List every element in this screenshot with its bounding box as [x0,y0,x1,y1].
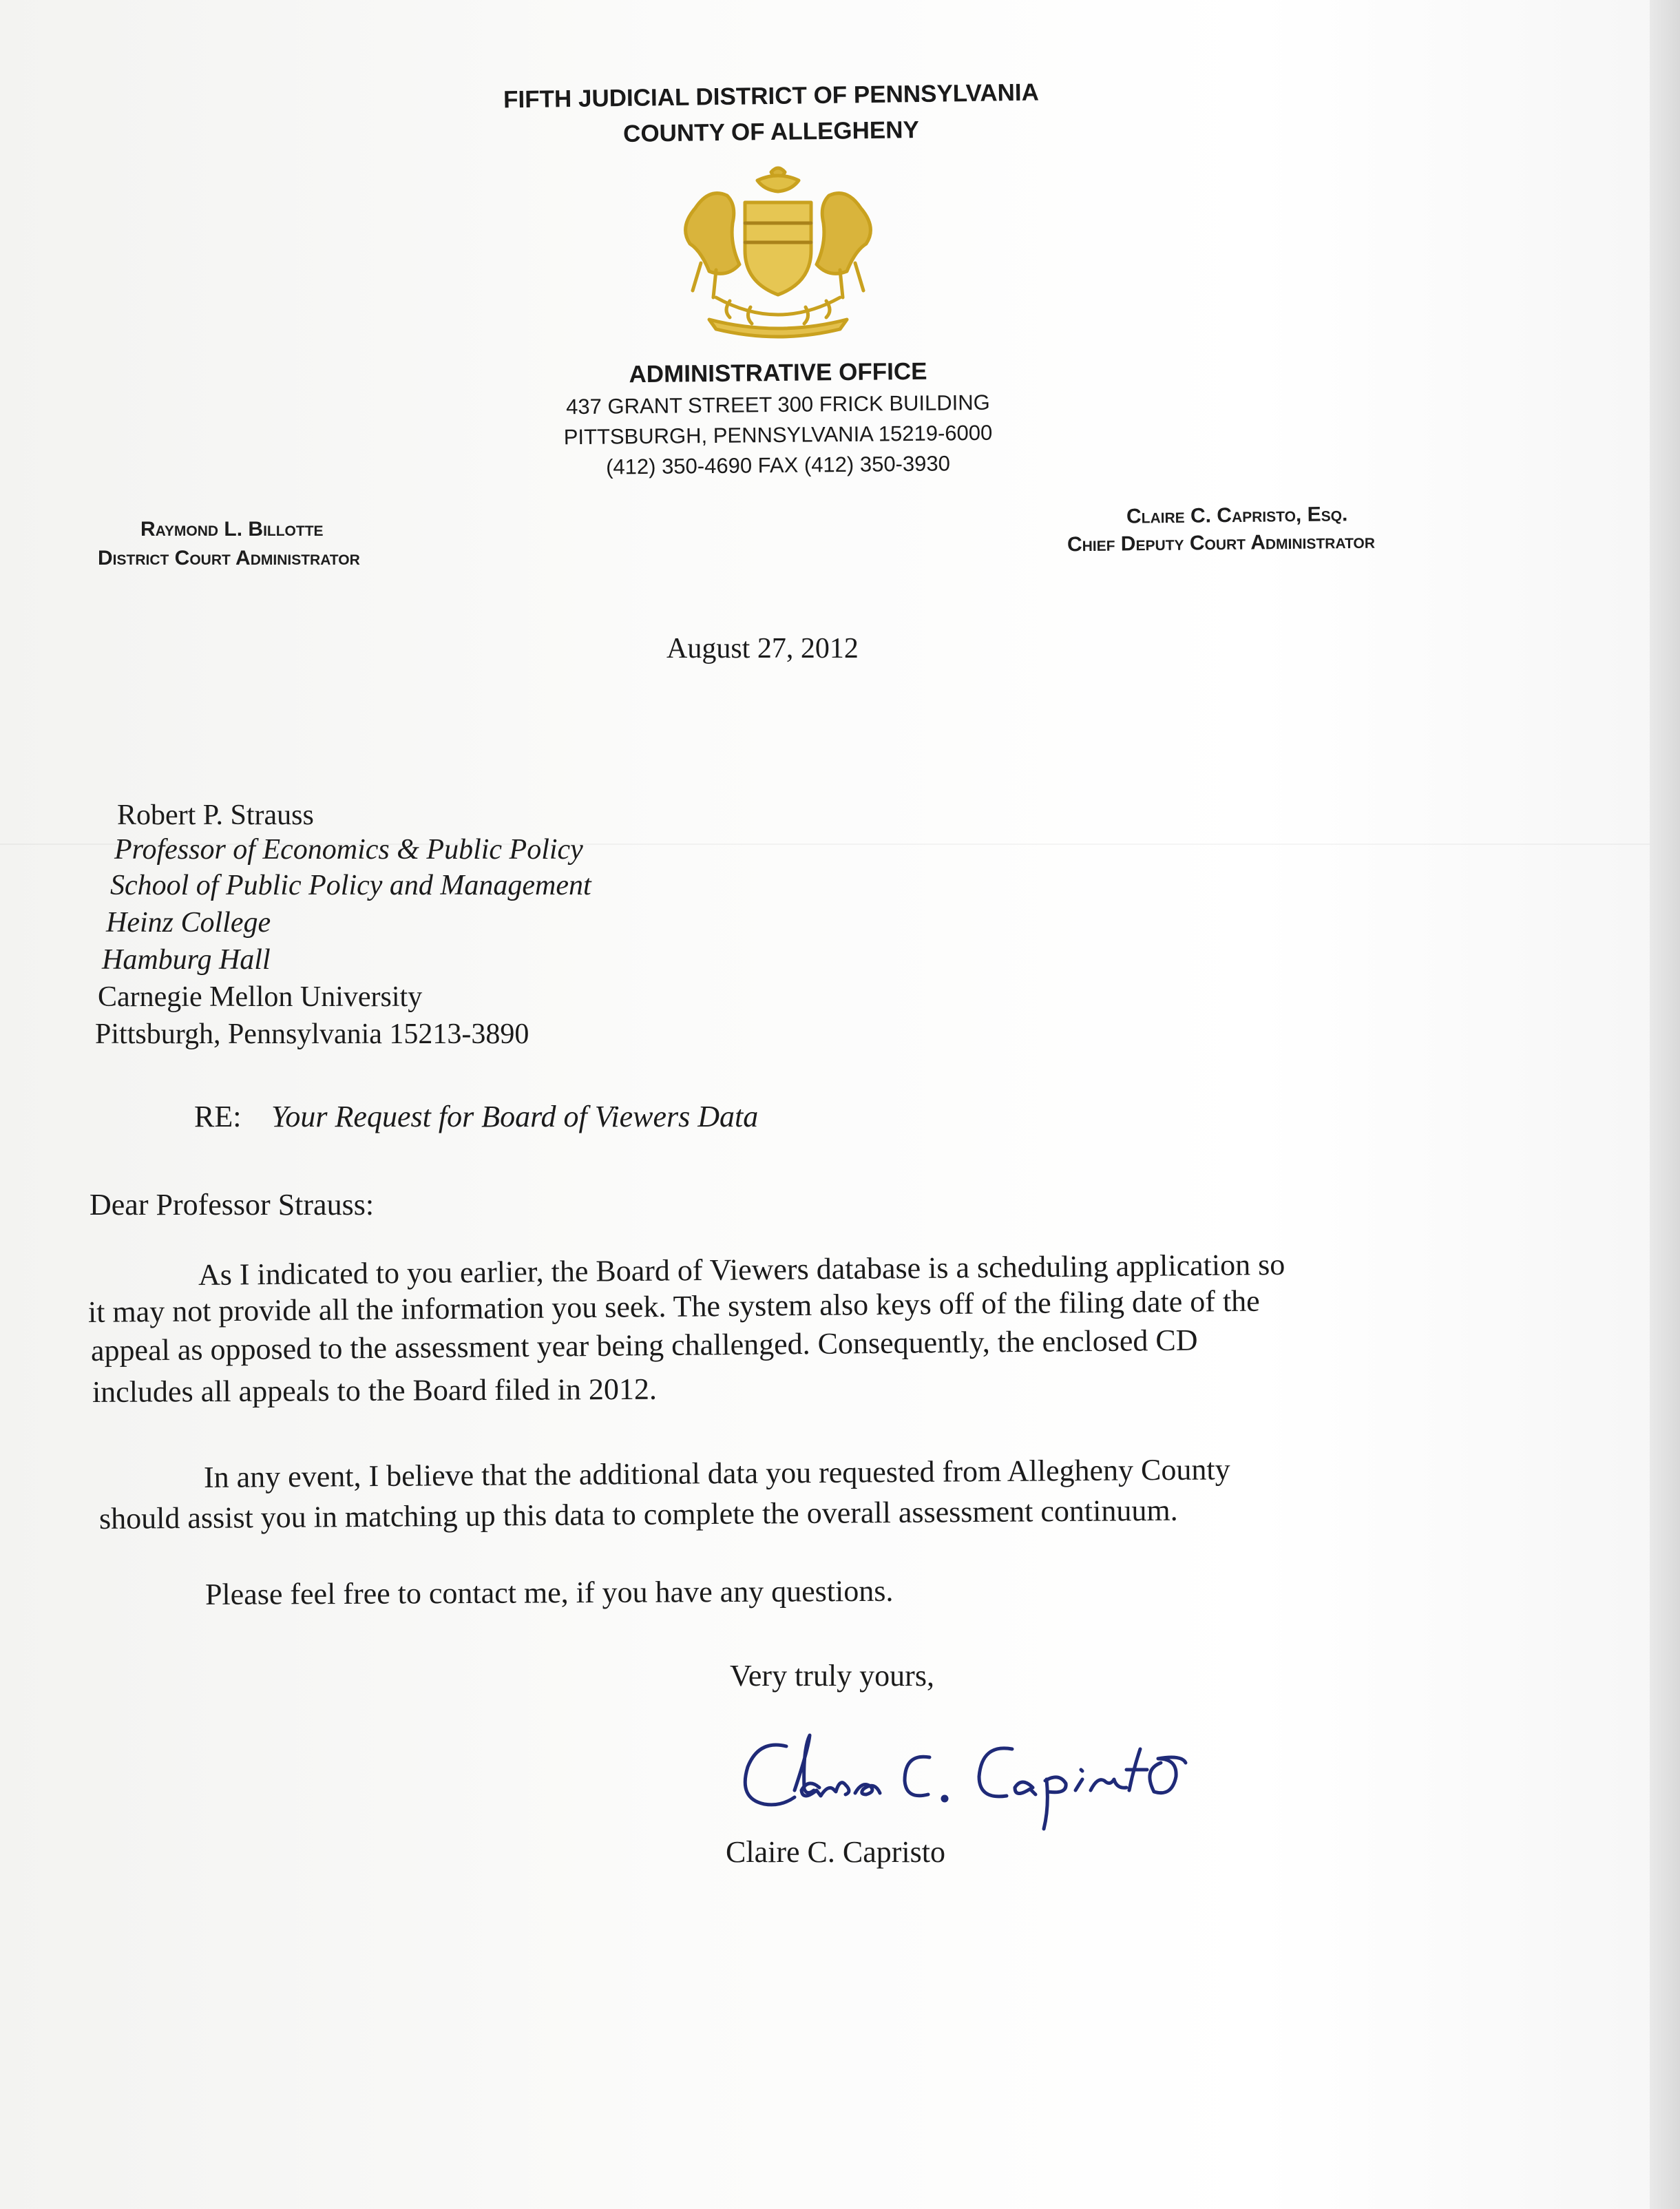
recipient-hall: Hamburg Hall [102,944,271,976]
body-line: As I indicated to you earlier, the Board of Viewers database is a scheduling application so [198,1247,1285,1292]
letterhead-county: COUNTY OF ALLEGHENY [622,116,920,147]
recipient-university: Carnegie Mellon University [98,981,423,1013]
office-phone-fax: (412) 350-4690 FAX (412) 350-3930 [605,451,951,479]
body-line: includes all appeals to the Board filed in 2012. [92,1372,658,1409]
pennsylvania-coat-of-arms-icon [668,160,888,340]
subject-label: RE: [194,1100,242,1133]
office-title: ADMINISTRATIVE OFFICE [629,357,927,388]
left-official-title: District Court Administrator [98,547,360,569]
body-line: In any event, I believe that the additional data you requested from Allegheny County [203,1452,1230,1494]
office-address-city: PITTSBURGH, PENNSYLVANIA 15219-6000 [563,420,993,450]
letter-date: August 27, 2012 [666,633,859,664]
recipient-college: Heinz College [106,907,271,939]
recipient-city: Pittsburgh, Pennsylvania 15213-3890 [95,1018,529,1050]
recipient-title: Professor of Economics & Public Policy [114,834,583,866]
recipient-name: Robert P. Strauss [117,799,314,831]
body-line: appeal as opposed to the assessment year being challenged. Consequently, the enclosed CD [90,1323,1198,1368]
paper-edge [1650,0,1680,2209]
right-official-title: Chief Deputy Court Administrator [1067,530,1376,556]
recipient-school: School of Public Policy and Management [110,870,591,901]
letterhead-court-name: FIFTH JUDICIAL DISTRICT OF PENNSYLVANIA [503,78,1040,114]
salutation: Dear Professor Strauss: [90,1188,375,1222]
closing: Very truly yours, [730,1659,934,1693]
body-line: it may not provide all the information you seek. The system also keys off of the filing date of the [87,1284,1260,1329]
signer-name: Claire C. Capristo [726,1835,945,1869]
handwritten-signature [723,1721,1329,1839]
subject-text: Your Request for Board of Viewers Data [271,1100,759,1133]
right-official-name: Claire C. Capristo, Esq. [1126,503,1348,528]
body-line: Please feel free to contact me, if you have any questions. [204,1573,894,1611]
left-official-name: Raymond L. Billotte [140,518,324,541]
body-line: should assist you in matching up this data to complete the overall assessment continuum. [98,1493,1178,1536]
office-address-street: 437 GRANT STREET 300 FRICK BUILDING [566,390,990,419]
